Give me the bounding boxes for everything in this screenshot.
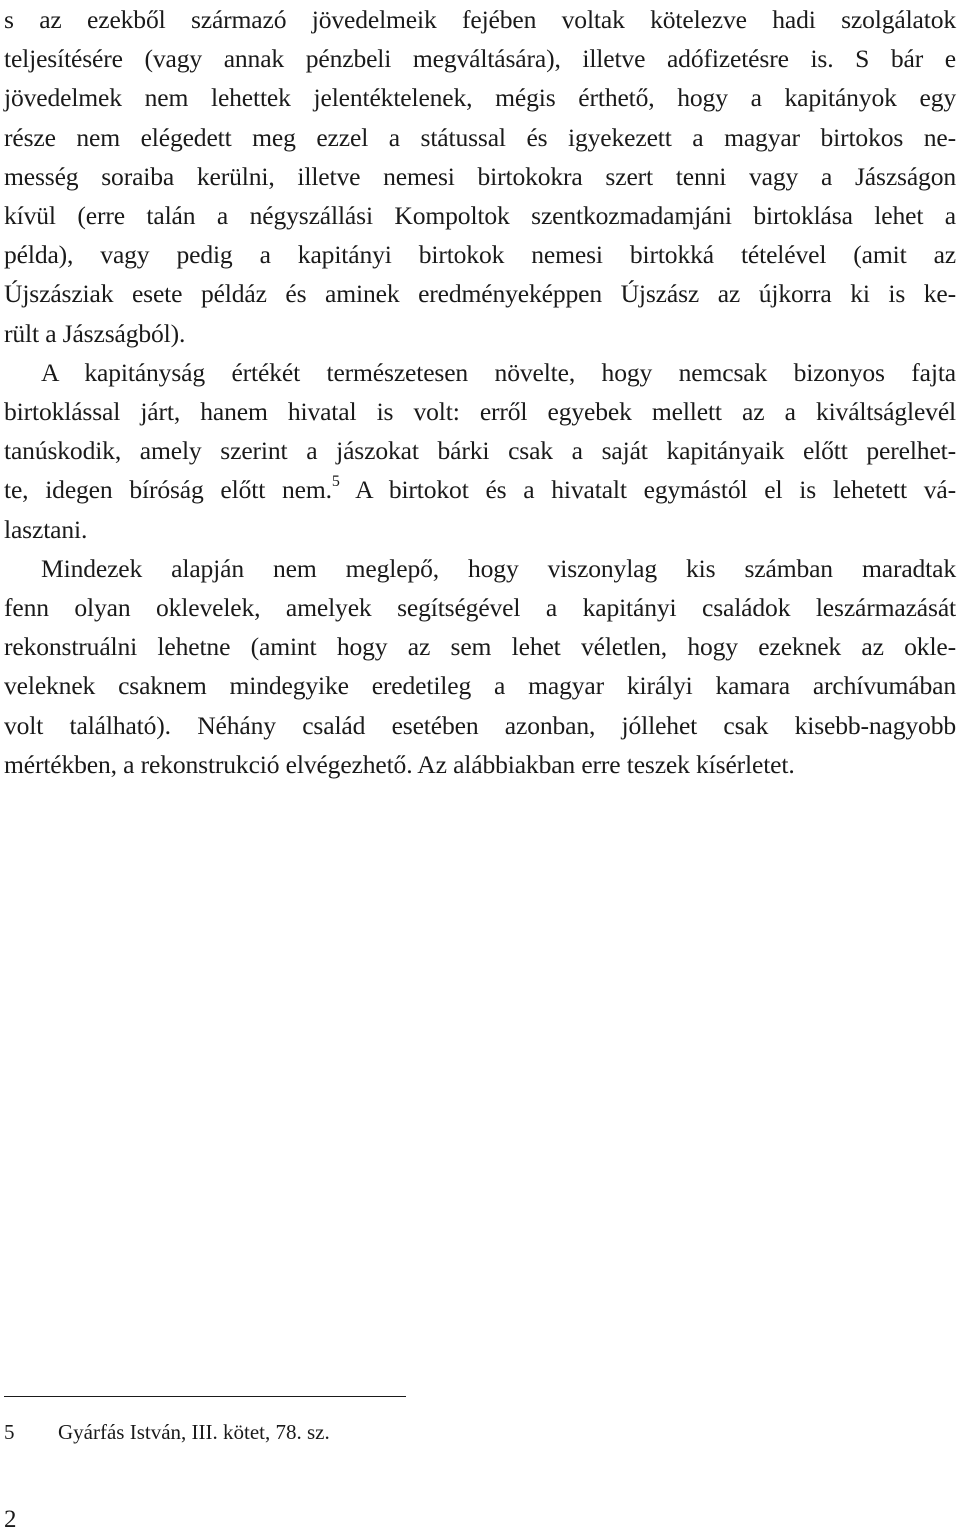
text-line: s az ezekből származó jövedelmeik fejében voltak kötelezve hadi szolgálatok [4,5,956,34]
text-line: volt található). Néhány család esetében azonban, jóllehet csak kisebb-nagyobb [4,710,956,740]
footnote-text: Gyárfás István, III. kötet, 78. sz. [58,1420,330,1444]
text-line: mértékben, a rekonstrukció elvégezhető. Az alábbiakban erre teszek kísérletet. [4,749,795,779]
text-line: birtoklással járt, hanem hivatal is volt: erről egyebek mellett az a kiváltságlevél [4,397,956,427]
footnote-reference[interactable]: 5 [331,473,340,491]
text-line: messég soraiba kerülni, illetve nemesi birtokokra szert tenni vagy a Jászságon [4,161,956,191]
text-segment: A birtokot és a hivatalt egymástól el is lehetett vá- [339,475,956,505]
text-segment: te, idegen bíróság előtt nem. [4,475,332,505]
text-line: jövedelmek nem lehettek jelentéktelenek, mégis érthető, hogy a kapitányok egy [4,83,956,113]
text-line-with-footnote-ref [4,470,956,509]
footnote-number: 5 [4,1420,15,1444]
text-line: fenn olyan oklevelek, amelyek segítségével a kapitányi családok leszármazását [4,593,956,623]
text-line: A kapitányság értékét természetesen növelte, hogy nemcsak bizonyos fajta [41,357,956,387]
text-line: veleknek csaknem mindegyike eredetileg a magyar királyi kamara archívumában [4,671,956,701]
text-line: rült a Jászságból). [4,318,186,348]
text-line: lasztani. [4,514,88,544]
footnote-separator [4,1396,406,1397]
footnote [4,1417,330,1447]
paragraph-1 [4,0,956,353]
paragraph-2 [4,353,956,549]
text-line: Mindezek alapján nem meglepő, hogy viszonylag kis számban maradtak [41,553,956,583]
paragraph-3 [4,549,956,784]
text-line: rekonstruálni lehetne (amint hogy az sem lehet véletlen, hogy ezeknek az okle- [4,632,956,662]
text-line: része nem elégedett meg ezzel a státussal és igyekezett a magyar birtokos ne- [4,122,956,152]
document-body [4,0,956,784]
page-number: 2 [4,1506,17,1533]
text-line: tanúskodik, amely szerint a jászokat bárki csak a saját kapitányaik előtt perelhet- [4,436,956,466]
text-line: kívül (erre talán a négyszállási Kompoltok szentkozmadamjáni birtoklása lehet a [4,201,956,231]
text-line: teljesítésére (vagy annak pénzbeli megváltására), illetve adófizetésre is. S bár e [4,44,956,74]
text-line: példa), vagy pedig a kapitányi birtokok nemesi birtokká tételével (amit az [4,240,956,270]
text-line: Újszásziak esete példáz és aminek eredményeképpen Újszász az újkorra ki is ke- [4,279,956,309]
